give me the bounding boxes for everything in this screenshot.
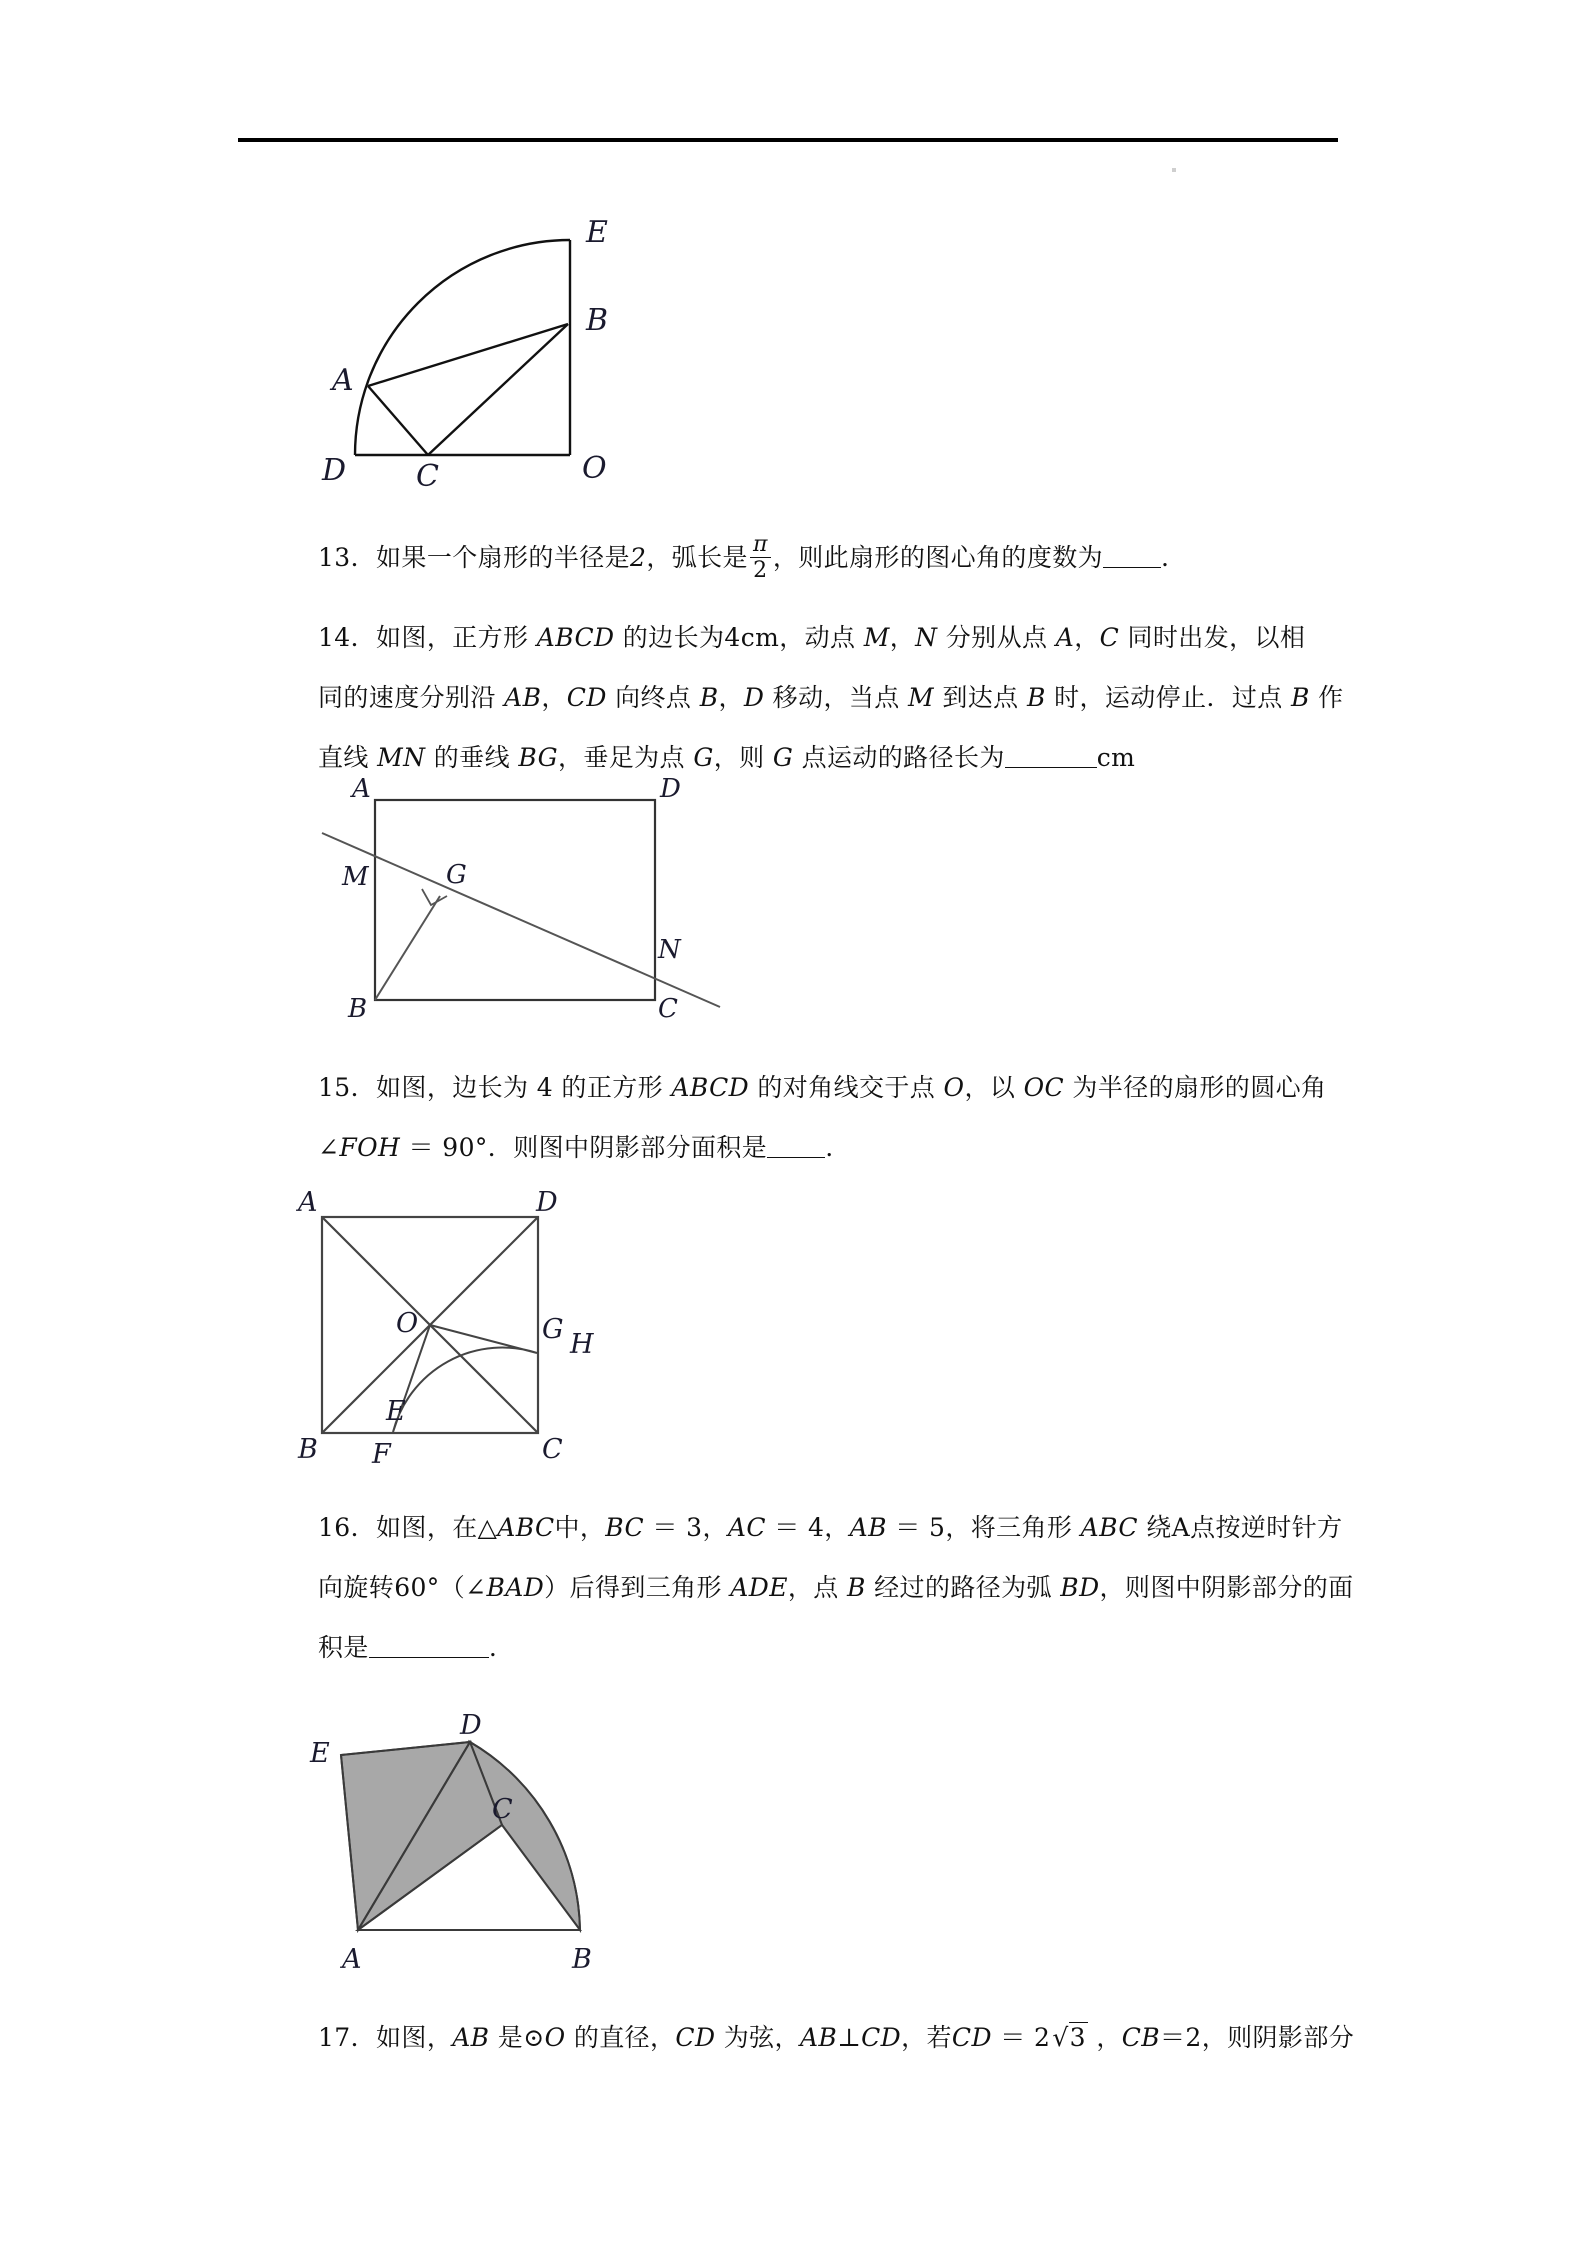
q16-triangle-ABC: △ABC	[477, 1513, 555, 1542]
q16-s5: ，将三角形	[945, 1513, 1081, 1542]
figure-label-A: A	[332, 363, 354, 398]
q15-radius-OC: OC	[1023, 1073, 1065, 1102]
question-16	[318, 1498, 1428, 1678]
q13-fraction-numerator: π	[750, 533, 771, 558]
figure15-label-D: D	[536, 1187, 558, 1218]
figure14-label-D: D	[660, 774, 681, 804]
q16-number: 16．	[318, 1513, 377, 1542]
figure15-label-A: A	[298, 1187, 318, 1218]
q16-s10: 经过的路径为弧	[865, 1573, 1061, 1602]
q14-point-N: N	[915, 623, 938, 652]
figure-label-C: C	[416, 459, 439, 494]
q15-angle-symbol: ∠	[318, 1133, 340, 1162]
question-15-line-2	[318, 1118, 1428, 1178]
q13-arc-length-fraction	[750, 533, 771, 582]
question-16-line-2	[318, 1558, 1428, 1618]
q14-s15: 直线	[318, 743, 378, 772]
q15-number: 15．	[318, 1073, 377, 1102]
q16-s8: ）后得到三角形	[544, 1573, 731, 1602]
q16-BC-value: ＝ 3	[644, 1513, 703, 1542]
q17-seg-AB: AB	[452, 2023, 490, 2052]
q16-s12: 积是	[318, 1633, 369, 1662]
q16-tri-name: ABC	[1080, 1513, 1138, 1542]
q16-s4: ，	[824, 1513, 850, 1542]
question-16-line-1	[318, 1498, 1428, 1558]
question-15-line-1	[318, 1058, 1428, 1118]
q14-s3: ，	[889, 623, 916, 652]
q14-seg-CD: CD	[566, 683, 607, 712]
q16-s6: 绕A点按逆时针方	[1137, 1513, 1343, 1542]
q16-tri-ADE: ADE	[730, 1573, 788, 1602]
q14-s9: 向终点	[606, 683, 700, 712]
q14-s2: 的边长为4cm，动点	[614, 623, 864, 652]
q15-s6: .	[825, 1133, 834, 1162]
figure15-label-C: C	[542, 1434, 563, 1465]
q14-pt-M2: M	[908, 683, 935, 712]
q15-answer-blank[interactable]	[767, 1133, 825, 1158]
q14-pt-G: G	[693, 743, 714, 772]
figure15-label-O: O	[396, 1308, 419, 1339]
q17-number: 17．	[318, 2023, 377, 2052]
figure16-label-A: A	[342, 1944, 362, 1975]
q14-seg-BG: BG	[518, 743, 558, 772]
q17-seg-CB: CB	[1121, 2023, 1161, 2052]
q13-seg-4: .	[1161, 543, 1170, 572]
q15-s4: 为半径的扇形的圆心角	[1064, 1073, 1327, 1102]
question-14-line-2	[318, 668, 1428, 728]
question-14-line-3	[318, 728, 1428, 788]
page-artifact-dot	[1172, 168, 1176, 172]
q17-perp-symbol: ⊥	[837, 2023, 862, 2052]
figure16-label-C: C	[492, 1794, 513, 1825]
q16-seg-AB: AB	[849, 1513, 887, 1542]
figure-quarter-sector	[300, 190, 640, 494]
figure16-label-B: B	[572, 1944, 592, 1975]
q15-square-name: ABCD	[671, 1073, 750, 1102]
figure15-label-G: G	[542, 1314, 564, 1345]
figure16-label-E: E	[310, 1738, 330, 1769]
figure15-label-F: F	[372, 1439, 391, 1470]
question-13	[318, 528, 1428, 588]
q17-CD-value: ＝ 2	[991, 2023, 1051, 2052]
figure15-label-B: B	[298, 1434, 318, 1465]
figure-label-O: O	[582, 451, 607, 486]
q14-s5: ，	[1074, 623, 1100, 652]
q17-chord-CD: CD	[675, 2023, 716, 2052]
q13-fraction-denominator: 2	[753, 558, 768, 583]
question-14-line-1	[318, 608, 1428, 668]
q17-s2: 是⊙	[489, 2023, 545, 2052]
question-16-line-3	[318, 1618, 1428, 1678]
q17-s1: 如图，	[376, 2023, 453, 2052]
q14-s7: 同的速度分别沿	[318, 683, 505, 712]
figure14-label-B: B	[348, 994, 368, 1024]
question-13-line-1	[318, 528, 1428, 588]
q16-s9: ，点	[787, 1573, 848, 1602]
q14-pt-G2: G	[772, 743, 794, 772]
q15-s1: 如图，边长为 4 的正方形	[376, 1073, 672, 1102]
q13-seg-1: 如果一个扇形的半径是	[376, 543, 631, 572]
q14-point-A: A	[1055, 623, 1075, 652]
q14-answer-blank[interactable]	[1005, 743, 1097, 768]
q15-s5: ＝ 90°．则图中阴影部分面积是	[400, 1133, 768, 1162]
q17-s3: 的直径，	[565, 2023, 676, 2052]
q14-s11: 移动，当点	[764, 683, 909, 712]
q14-s18: ，则	[713, 743, 773, 772]
figure-label-E: E	[586, 215, 608, 250]
q14-s16: 的垂线	[425, 743, 519, 772]
figure14-label-C: C	[658, 994, 678, 1024]
q14-s6: 同时出发，以相	[1119, 623, 1306, 652]
q16-arc-BD: BD	[1060, 1573, 1100, 1602]
q16-seg-BC: BC	[605, 1513, 645, 1542]
q16-pt-B: B	[847, 1573, 866, 1602]
q14-pt-B2: B	[1026, 683, 1046, 712]
q14-square-name: ABCD	[536, 623, 615, 652]
q17-seg-AB2: AB	[799, 2023, 838, 2052]
q15-point-O: O	[943, 1073, 965, 1102]
figure16-label-D: D	[460, 1710, 482, 1741]
q17-s6: ，	[1087, 2023, 1122, 2052]
figure14-label-M: M	[342, 862, 369, 892]
q14-point-M: M	[863, 623, 890, 652]
q13-seg-3: ，则此扇形的图心角的度数为	[772, 543, 1104, 572]
figure14-label-G: G	[446, 860, 467, 890]
q14-pt-B3: B	[1291, 683, 1310, 712]
figure14-label-A: A	[352, 774, 371, 804]
q14-unit: cm	[1096, 743, 1136, 772]
q17-radicand: 3	[1069, 2023, 1086, 2052]
q15-s3: ，以	[964, 1073, 1024, 1102]
q16-angle-BAD: BAD	[486, 1573, 545, 1602]
q17-radical	[1050, 2008, 1088, 2068]
q17-s4: 为弦，	[715, 2023, 800, 2052]
q14-end-B: B	[699, 683, 719, 712]
figure-rotated-triangle	[280, 1710, 640, 1990]
q14-s1: 如图，正方形	[376, 623, 537, 652]
q14-s14: 作	[1309, 683, 1344, 712]
q17-chord-CD2: CD	[861, 2023, 902, 2052]
q17-s5: ，若	[901, 2023, 952, 2052]
figure15-label-H: H	[570, 1329, 594, 1360]
figure-label-B: B	[586, 303, 609, 338]
q16-AC-value: ＝ 4	[765, 1513, 825, 1542]
q13-radius-value: 2	[630, 543, 647, 572]
figure-square-MN-BG	[300, 774, 700, 1024]
q15-s2: 的对角线交于点	[749, 1073, 944, 1102]
figure-square-diagonals-sector	[260, 1175, 620, 1475]
q16-s11: ，则图中阴影部分的面	[1099, 1573, 1354, 1602]
q13-number: 13．	[318, 543, 377, 572]
q16-s1: 如图，在	[376, 1513, 478, 1542]
q16-seg-AC: AC	[727, 1513, 766, 1542]
q14-s10: ，	[718, 683, 744, 712]
q15-angle-FOH: FOH	[339, 1133, 401, 1162]
q13-seg-2: ，弧长是	[646, 543, 748, 572]
question-15	[318, 1058, 1428, 1178]
q17-s7: ＝2，则阴影部分	[1160, 2023, 1355, 2052]
q13-answer-blank[interactable]	[1103, 543, 1161, 568]
q14-s19: 点运动的路径长为	[793, 743, 1005, 772]
q14-seg-AB: AB	[504, 683, 542, 712]
q14-s8: ，	[541, 683, 567, 712]
q16-AB-value: ＝ 5	[886, 1513, 946, 1542]
q14-line-MN: MN	[377, 743, 426, 772]
q17-radical-symbol: √	[1052, 2023, 1069, 2052]
question-14	[318, 608, 1428, 788]
q17-circle-O: O	[544, 2023, 566, 2052]
figure-label-D: D	[322, 453, 347, 488]
q14-s13: 时，运动停止．过点	[1045, 683, 1292, 712]
q17-chord-CD3: CD	[951, 2023, 992, 2052]
q14-point-C: C	[1099, 623, 1120, 652]
q14-number: 14．	[318, 623, 377, 652]
question-17-line-1	[318, 2008, 1428, 2068]
q14-s4: 分别从点	[937, 623, 1056, 652]
question-17	[318, 2008, 1428, 2068]
q16-s2: 中，	[554, 1513, 606, 1542]
q14-end-D: D	[743, 683, 765, 712]
q16-s3: ，	[702, 1513, 728, 1542]
q14-s12: 到达点	[934, 683, 1027, 712]
q16-s13: .	[488, 1633, 498, 1662]
figure15-label-E: E	[386, 1396, 406, 1427]
q16-s7: 向旋转60°（∠	[318, 1573, 487, 1602]
q16-answer-blank[interactable]	[369, 1633, 489, 1658]
q14-s17: ，垂足为点	[557, 743, 694, 772]
figure14-label-N: N	[658, 935, 681, 965]
header-rule	[238, 138, 1338, 142]
